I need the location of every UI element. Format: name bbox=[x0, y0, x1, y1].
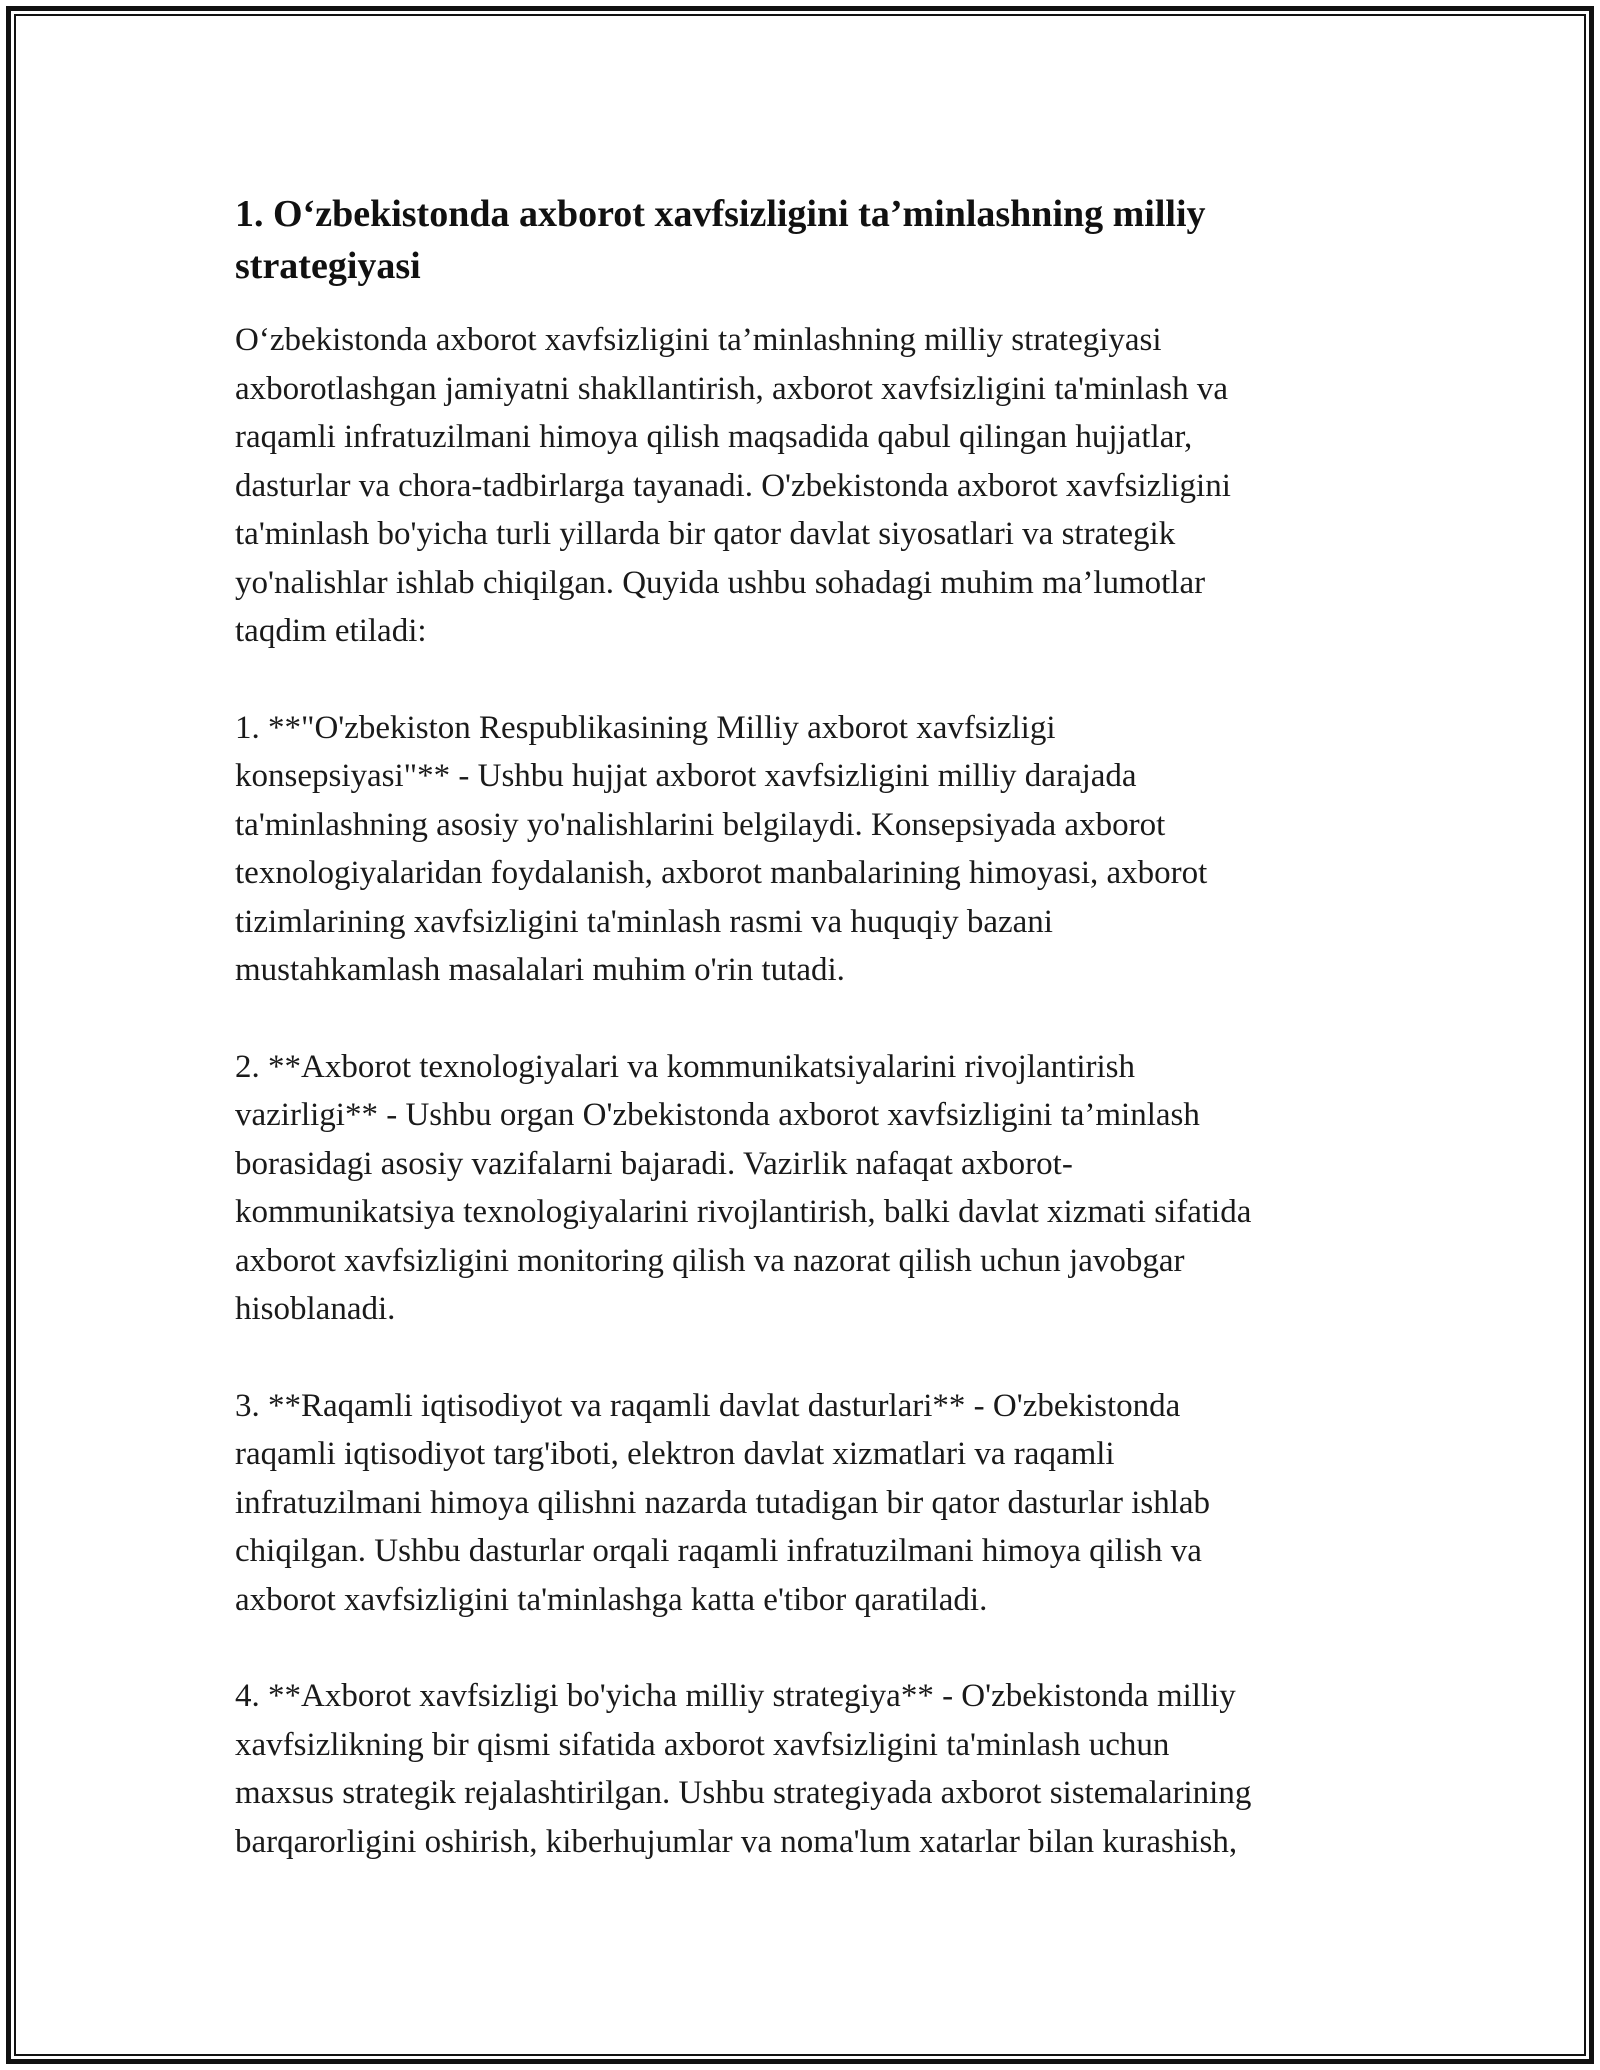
list-item: 2. **Axborot texnologiyalari va kommunikatsiyalarini rivojlantirish vazirligi** - Ushbu organ O'zbekistonda axborot xavfsizligini ta’minlash borasidagi asosiy vazifalarni bajaradi. Vazirlik nafaqat axborot- kommunikatsiya texnologiyalarini rivojlantirish, balki davlat xizmati sifatida axborot xavfsizligini monitoring qilish va nazorat qilish uchun javobgar hisoblanadi. bbox=[235, 1048, 1252, 1327]
list-item: 4. **Axborot xavfsizligi bo'yicha milliy strategiya** - O'zbekistonda milliy xavfsizlikning bir qismi sifatida axborot xavfsizligini ta'minlash uchun maxsus strategik rejalashtirilgan. Ushbu strategiyada axborot sistemalarining barqarorligini oshirish, kiberhujumlar va noma'lum xatarlar bilan kurashish, bbox=[235, 1678, 1252, 1860]
document-title: 1. O‘zbekistonda axborot xavfsizligini ta’minlashning milliy strategiyasi bbox=[235, 193, 1206, 287]
list-item: 3. **Raqamli iqtisodiyot va raqamli davlat dasturlari** - O'zbekistonda raqamli iqtisodiyot targ'iboti, elektron davlat xizmatlari va raqamli infratuzilmani himoya qilishni nazarda tutadigan bir qator dasturlar ishlab chiqilgan. Ushbu dasturlar orqali raqamli infratuzilmani himoya qilish va axborot xavfsizligini ta'minlashga katta e'tibor qaratiladi. bbox=[235, 1387, 1211, 1618]
intro-paragraph: O‘zbekistonda axborot xavfsizligini ta’minlashning milliy strategiyasi axborotlashgan jamiyatni shakllantirish, axborot xavfsizligini ta'minlash va raqamli infratuzilmani himoya qilish maqsadida qabul qilingan hujjatlar, dasturlar va chora-tadbirlarga tayanadi. O'zbekistonda axborot xavfsizligini ta'minlash bo'yicha turli yillarda bir qator davlat siyosatlari va strategik yo'nalishlar ishlab chiqilgan. Quyida ushbu sohadagi muhim ma’lumotlar taqdim etiladi: bbox=[235, 322, 1231, 649]
document-body bbox=[235, 188, 1375, 1866]
list-item: 1. **"O'zbekiston Respublikasining Milliy axborot xavfsizligi konsepsiyasi"** - Ushbu hujjat axborot xavfsizligini milliy darajada ta'minlashning asosiy yo'nalishlarini belgilaydi. Konsepsiyada axborot texnologiyalaridan foydalanish, axborot manbalarining himoyasi, axborot tizimlarining xavfsizligini ta'minlash rasmi va huquqiy bazani mustahkamlash masalalari muhim o'rin tutadi. bbox=[235, 709, 1208, 988]
